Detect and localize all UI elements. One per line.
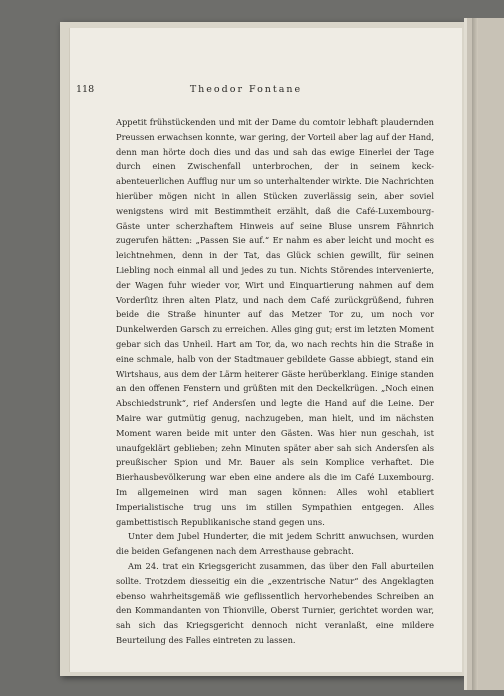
- paragraph-2: Unter dem Jubel Hunderter, die mit jedem Schritt anwuchsen, wurden die beiden Gefangenen nach dem Arresthause gebracht.: [116, 531, 434, 557]
- running-header: [76, 84, 416, 100]
- running-title: Theodor Fontane: [189, 84, 303, 95]
- paragraph-1: Appetit frühstückenden und mit der Dame du comtoir lebhaft plaudernden Preussen erwachsen konnte, war gering, der Vorteil aber lag auf der Hand, denn man hörte doch dies und das und sah das ewige Einerlei der Tage durch einen Zwischenfall unterbrochen, der in seinem keck-abenteuerlichen Aufflug nur um so unterhaltender wirkte. Die Nachrichten hierüber mögen nicht in allen Stücken zuverlässig sein, aber soviel wenigstens wird mit Bestimmtheit erzählt, daß die Café-Luxembourg-Gäste unter scherzhaftem Hinweis auf seine Bluse unsrem Fähnrich zugerufen hätten: „Passen Sie auf.“ Er nahm es aber leicht und mocht es leichtnehmen, denn in der Tat, das Glück schien gewillt, für seinen Liebling noch einmal all und jedes zu tun. Nichts Störendes intervenierte, der Wagen fuhr wieder vor, Wirt und Einquartierung nahmen auf dem Vorderſitz ihren alten Platz, und nach dem Café zurückgrüßend, fuhren beide die Straße hinunter auf das Metzer Tor zu, um noch vor Dunkelwerden Garsch zu erreichen. Alles ging gut; erst im letzten Moment gebar sich das Unheil. Hart am Tor, da, wo nach rechts hin die Straße in eine schmale, halb von der Stadtmauer gebildete Gasse abbiegt, stand ein Wirtshaus, aus dem der Lärm heiterer Gäste herüberklang. Einige standen an den offenen Fenstern und grüßten mit den Deckelkrügen. „Noch einen Abschiedstrunk“, rief Andersſen und legte die Hand auf die Leine. Der Maire war gutmütig genug, nachzugeben, man hielt, und im nächsten Moment waren beide mit unter den Gästen. Was hier nun geschah, ist unaufgeklärt geblieben; zehn Minuten später aber sah sich Andersſen als preußischer Spion und Mr. Bauer als sein Komplice verhaftet. Die Bierhausbevölkerung war eben eine andere als die im Café Luxembourg. Im allgemeinen wird man sagen können: Alles wohl etabliert Imperialistische trug uns im stillen Sympathien entgegen. Alles gambettistisch Republikanische stand gegen uns.: [116, 117, 434, 527]
- body-text: [116, 115, 434, 648]
- page-number: 118: [76, 84, 95, 95]
- paragraph-3: Am 24. trat ein Kriegsgericht zusammen, das über den Fall aburteilen sollte. Trotzdem diesseitig ein die „exzentrische Natur“ des Angeklagten ebenso wahrheitsgemäß wie geflissentlich hervorhebendes Schreiben an den Kommandanten von Thionville, Oberst Turnier, gerichtet worden war, sah sich das Kriegsgericht dennoch nicht veranlaßt, eine mildere Beurteilung des Falles eintreten zu lassen.: [116, 560, 434, 645]
- facing-page-edge: [464, 18, 504, 690]
- gutter-shadow: [472, 18, 478, 690]
